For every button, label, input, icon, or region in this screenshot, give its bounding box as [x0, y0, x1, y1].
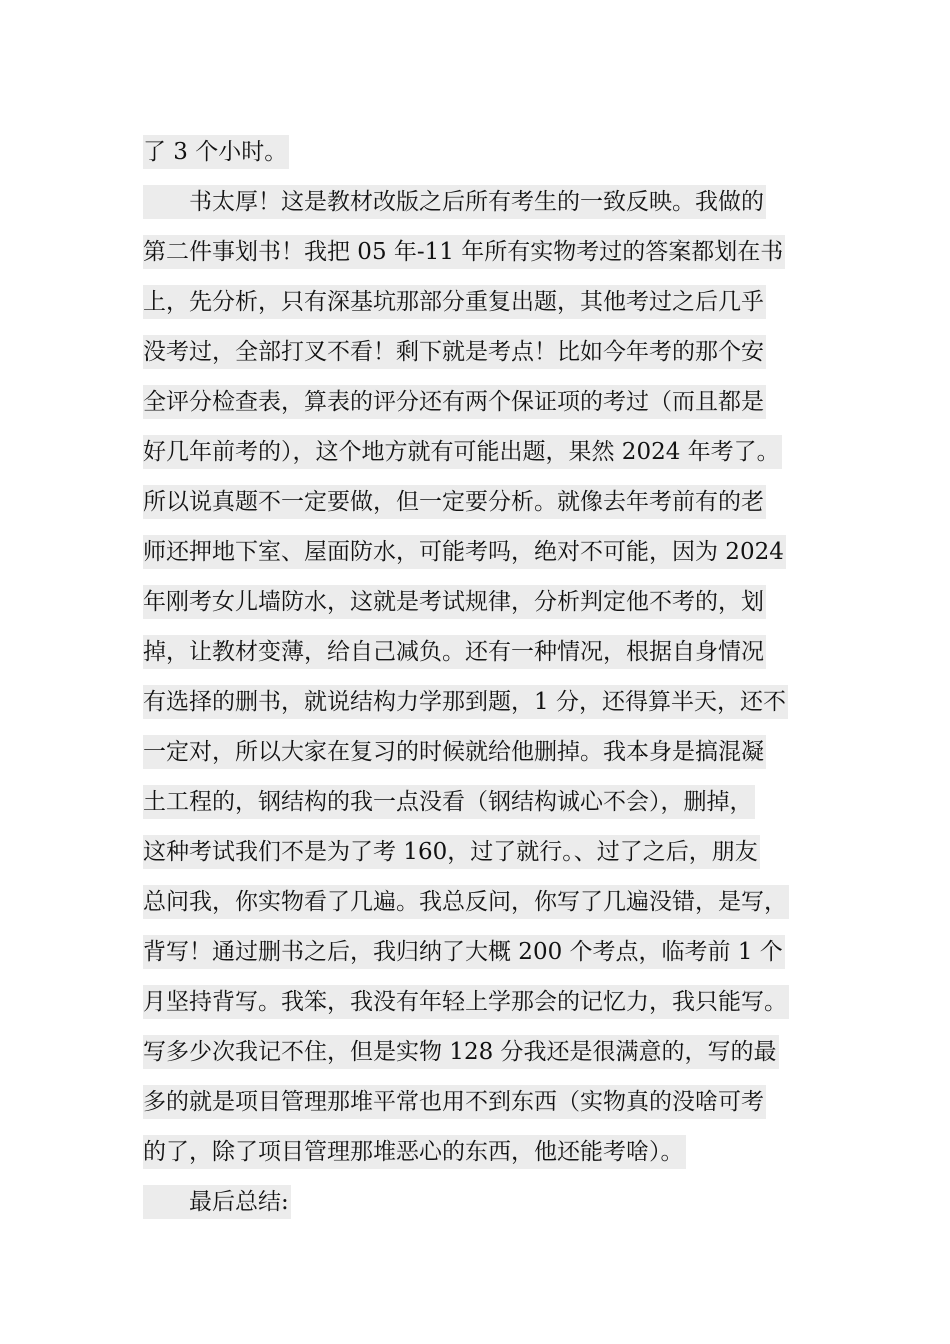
text-line: 月坚持背写。我笨，我没有年轻上学那会的记忆力，我只能写。 [143, 985, 789, 1019]
text-line: 有选择的删书，就说结构力学那到题，1 分，还得算半天，还不 [143, 685, 788, 719]
text-line: 年刚考女儿墙防水，这就是考试规律，分析判定他不考的，划 [143, 585, 766, 619]
text-line: 一定对，所以大家在复习的时候就给他删掉。我本身是搞混凝 [143, 735, 766, 769]
text-line: 第二件事划书！我把 05 年-11 年所有实物考过的答案都划在书 [143, 235, 785, 269]
text-line: 总问我，你实物看了几遍。我总反问，你写了几遍没错，是写， [143, 885, 789, 919]
text-line: 了 3 个小时。 [143, 135, 289, 169]
text-line: 全评分检查表，算表的评分还有两个保证项的考过（而且都是 [143, 385, 766, 419]
text-line: 所以说真题不一定要做，但一定要分析。就像去年考前有的老 [143, 485, 766, 519]
text-line: 上，先分析，只有深基坑那部分重复出题，其他考过之后几乎 [143, 285, 766, 319]
text-line: 师还押地下室、屋面防水，可能考吗，绝对不可能，因为 2024 [143, 535, 786, 569]
text-line: 书太厚！这是教材改版之后所有考生的一致反映。我做的 [143, 185, 766, 219]
text-line: 的了，除了项目管理那堆恶心的东西，他还能考啥）。 [143, 1135, 686, 1169]
text-line: 多的就是项目管理那堆平常也用不到东西（实物真的没啥可考 [143, 1085, 766, 1119]
text-line: 土工程的，钢结构的我一点没看（钢结构诚心不会），删掉， [143, 785, 755, 819]
text-line: 这种考试我们不是为了考 160，过了就行。、过了之后，朋友 [143, 835, 760, 869]
text-line: 背写！通过删书之后，我归纳了大概 200 个考点，临考前 1 个 [143, 935, 785, 969]
text-line: 最后总结: [143, 1185, 291, 1219]
text-line: 写多少次我记不住，但是实物 128 分我还是很满意的，写的最 [143, 1035, 779, 1069]
text-line: 好几年前考的），这个地方就有可能出题，果然 2024 年考了。 [143, 435, 782, 469]
text-line: 没考过，全部打叉不看！剩下就是考点！比如今年考的那个安 [143, 335, 766, 369]
text-line: 掉，让教材变薄，给自己减负。还有一种情况，根据自身情况 [143, 635, 766, 669]
